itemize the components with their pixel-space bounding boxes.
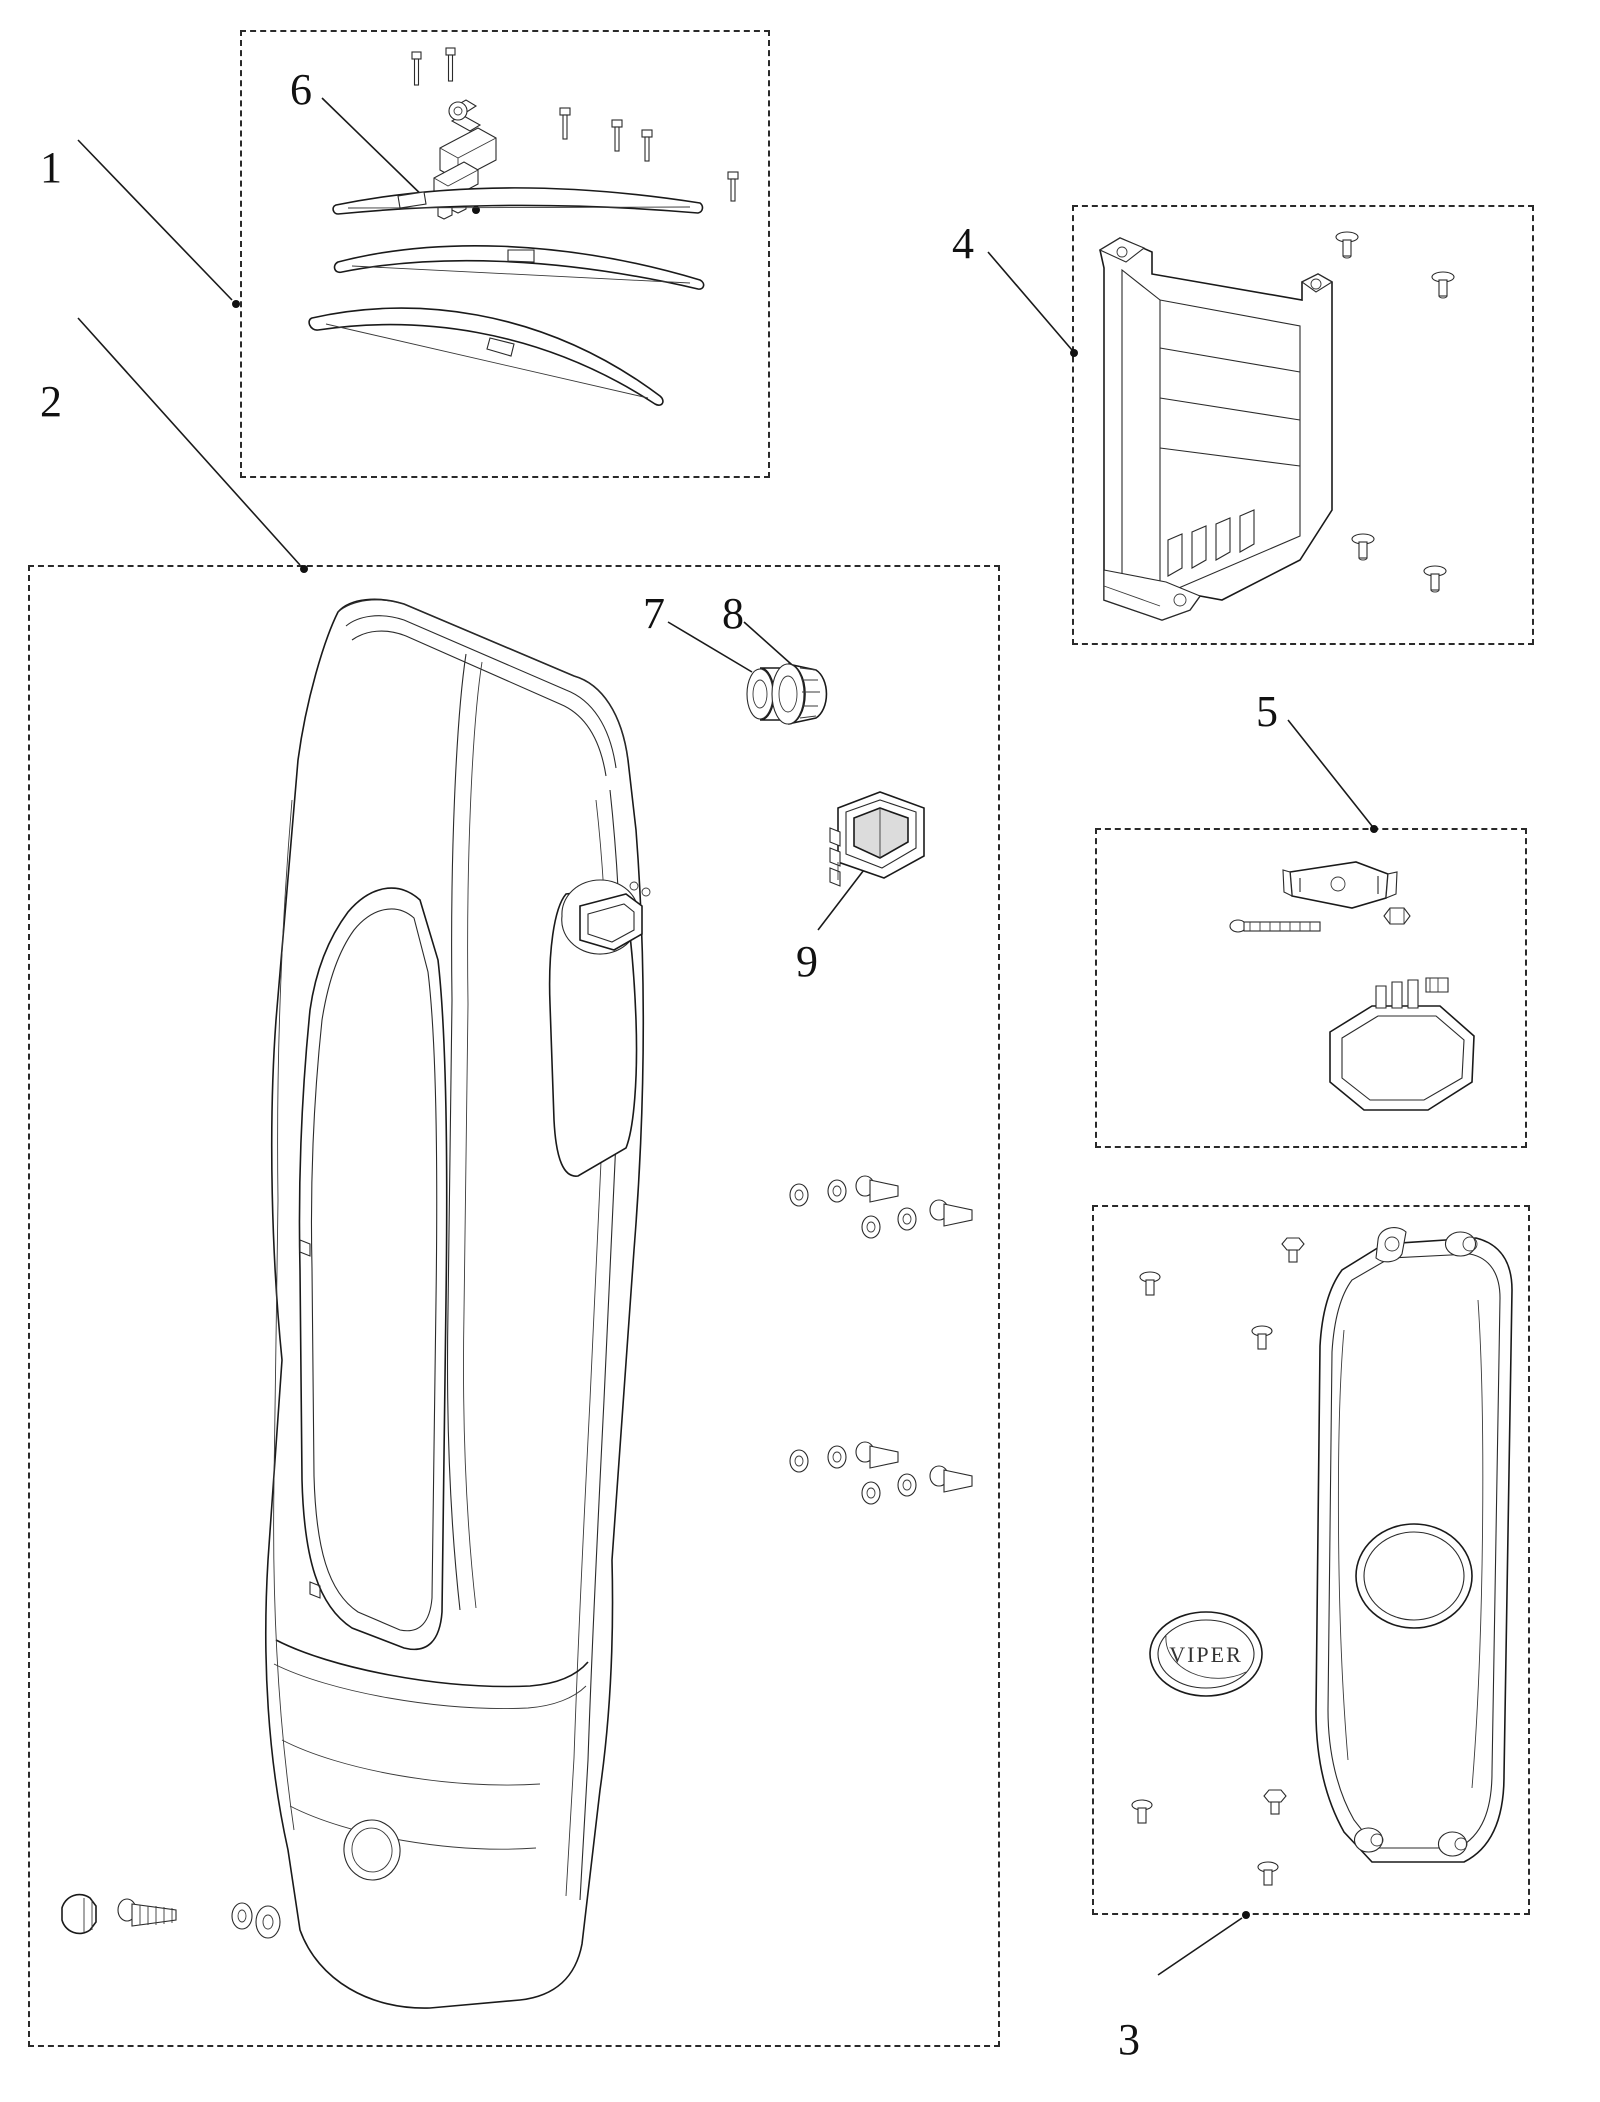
callout-2: 2 — [40, 377, 62, 426]
callout-6: 6 — [290, 65, 312, 114]
part-washer-bolt-lower — [790, 1442, 972, 1504]
part-wiper-blade-3 — [309, 308, 663, 405]
part-plug-bolt-washer — [62, 1895, 280, 1938]
part-clamp-nut — [1384, 908, 1410, 924]
callout-4: 4 — [952, 219, 974, 268]
callout-7: 7 — [643, 589, 665, 638]
part-console-shell — [266, 599, 650, 2008]
callout-3: 3 — [1118, 2015, 1140, 2064]
part-side-panel — [1150, 1228, 1512, 1862]
part-knob-ring — [772, 664, 826, 724]
part-wiper-blade-1 — [333, 188, 702, 214]
part-rocker-switch — [830, 792, 924, 886]
callout-8: 8 — [722, 589, 744, 638]
part-wiper-blade-2 — [335, 246, 704, 289]
part-hose-clamp — [1330, 978, 1474, 1110]
callout-9: 9 — [796, 937, 818, 986]
part-clamp-bolt — [1230, 920, 1320, 932]
part-side-panel-screws — [1132, 1238, 1304, 1885]
callout-5: 5 — [1256, 687, 1278, 736]
part-bracket — [1100, 238, 1332, 620]
part-washer-bolt-upper — [790, 1176, 972, 1238]
part-clamp-plate — [1283, 862, 1397, 908]
viper-badge-text: VIPER — [1169, 1642, 1243, 1667]
callout-1: 1 — [40, 143, 62, 192]
part-bracket-screws — [1336, 232, 1454, 592]
